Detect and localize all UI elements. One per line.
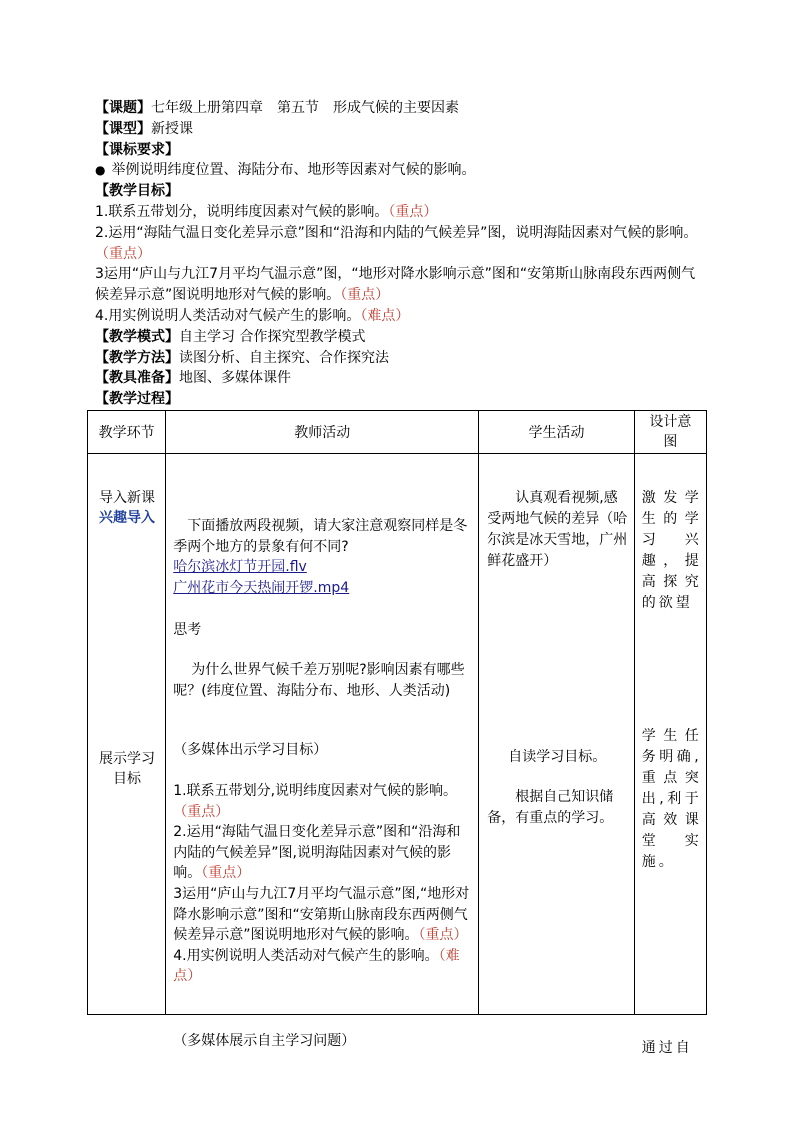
mode-line [95,327,707,348]
teacher-intro-block [173,516,471,598]
teacher-goal-1-tag: （重点） [173,803,230,820]
stage-intro-line1: 导入新课 [99,490,155,506]
table-row [88,454,707,1015]
type-line [95,119,707,140]
teacher-goal-1 [173,781,471,822]
header-design-text: 设计意图 [649,414,692,450]
teacher-goal-3 [173,884,471,946]
stage-intro [94,488,160,528]
design-note-3: 通过自 [641,1040,693,1056]
goal-3 [95,264,707,306]
teacher-goal-4 [173,946,471,987]
method-label: 【教学方法】 [95,349,179,366]
student-cell [479,454,635,1015]
goals-label: 【教学目标】 [95,183,179,200]
video-link-guangzhou[interactable]: 广州花市今天热闹开锣.mp4 [173,579,350,596]
goal-3-tag: （重点） [340,287,390,304]
goal-1-tag: （重点） [388,203,438,220]
goals-heading [95,181,707,202]
standard-line [95,160,707,181]
goal-4 [95,306,707,327]
teacher-goal-2 [173,822,471,884]
topic-text: 七年级上册第四章 第五节 形成气候的主要因素 [151,100,459,116]
header-stage: 教学环节 [88,411,166,454]
video-link-harbin[interactable]: 哈尔滨冰灯节开园.flv [173,559,307,576]
header-student: 学生活动 [479,411,635,454]
design-note-2: 学生任务明确,重点突出,利于高效课堂实施。 [641,728,702,870]
teacher-goal-2-tag: （重点） [201,865,251,882]
teacher-think: 思考 [173,622,202,638]
topic-label: 【课题】 [95,100,151,116]
design-note-1: 激发学生的学习兴趣，提高探究的欲望 [641,490,702,611]
method-line [95,348,707,369]
teacher-goal-3-tag: （重点） [418,927,468,944]
teacher-show-goals: （多媒体出示学习目标） [173,742,328,758]
tools-line [95,368,707,389]
goal-4-tag: （难点） [360,307,410,324]
standard-text: 举例说明纬度位置、海陆分布、地形等因素对气候的影响。 [111,162,476,179]
teacher-goals-list [173,781,471,987]
mode-text: 自主学习 合作探究型教学模式 [179,328,366,345]
teacher-show-questions: （多媒体展示自主学习问题） [173,1033,356,1049]
teacher-goal-2-text: 2.运用“海陆气温日变化差异示意”图和“沿海和内陆的气候差异”图,说明海陆因素对气候的影响。 [173,824,461,882]
teacher-intro: 下面播放两段视频，请大家注意观察同样是冬季两个地方的景象有何不同? [173,518,468,555]
teacher-cell [166,454,479,1049]
stage-intro-line2: 兴趣导入 [99,510,155,526]
goal-2-text: 2.运用“海陆气温日变化差异示意”图和“沿海和内陆的气候差异”图，说明海陆因素对气候的影响。 [95,224,698,241]
method-text: 读图分析、自主探究、合作探究法 [179,349,389,366]
goal-1 [95,202,707,223]
bullet-icon: ● [95,163,106,178]
table-header-row [88,411,707,454]
teacher-goal-1-text: 1.联系五带划分,说明纬度因素对气候的影响。 [173,783,458,799]
teacher-goal-4-text: 4.用实例说明人类活动对气候产生的影响。 [173,947,439,964]
standard-label: 【课标要求】 [95,141,179,158]
header-design [634,411,706,454]
stage-goals: 展示学习目标 [99,751,155,787]
teacher-goal-4-tag: （难点） [173,947,460,985]
goal-3-text: 3运用“庐山与九江7月平均气温示意”图，“地形对降水影响示意”图和“安第斯山脉南段东西两侧气候差异示意”图说明地形对气候的影响。 [95,266,696,304]
goal-4-text: 4.用实例说明人类活动对气候产生的影响。 [95,307,361,324]
tools-label: 【教具准备】 [95,370,179,387]
stage-cell [88,454,166,1015]
student-read-goals: 自读学习目标。 [508,749,607,765]
process-table [87,410,707,1056]
student-watch: 认真观看视频,感受两地气候的差异（哈尔滨是冰天雪地，广州鲜花盛开） [487,490,628,569]
process-heading [95,389,707,410]
mode-label: 【教学模式】 [95,328,179,345]
teacher-goal-3-text: 3运用“庐山与九江7月平均气温示意”图,“地形对降水影响示意”图和“安第斯山脉南段东西两侧气候差异示意”图说明地形对气候的影响。 [173,885,470,944]
header-teacher: 教师活动 [166,411,479,454]
teacher-question: 为什么世界气候千差万别呢?影响因素有哪些呢？(纬度位置、海陆分布、地形、人类活动) [173,662,465,699]
type-label: 【课型】 [95,120,151,137]
design-cell [634,454,706,1056]
standard-heading [95,140,707,161]
process-label: 【教学过程】 [95,391,179,408]
goal-2-tag: （重点） [95,245,151,262]
goal-2 [95,223,707,265]
tools-text: 地图、多媒体课件 [179,370,291,387]
student-study: 根据自己知识储备，有重点的学习。 [487,789,614,826]
type-text: 新授课 [151,120,193,137]
goal-1-text: 1.联系五带划分，说明纬度因素对气候的影响。 [95,203,389,220]
topic-line [95,98,707,119]
lesson-header [95,98,707,410]
